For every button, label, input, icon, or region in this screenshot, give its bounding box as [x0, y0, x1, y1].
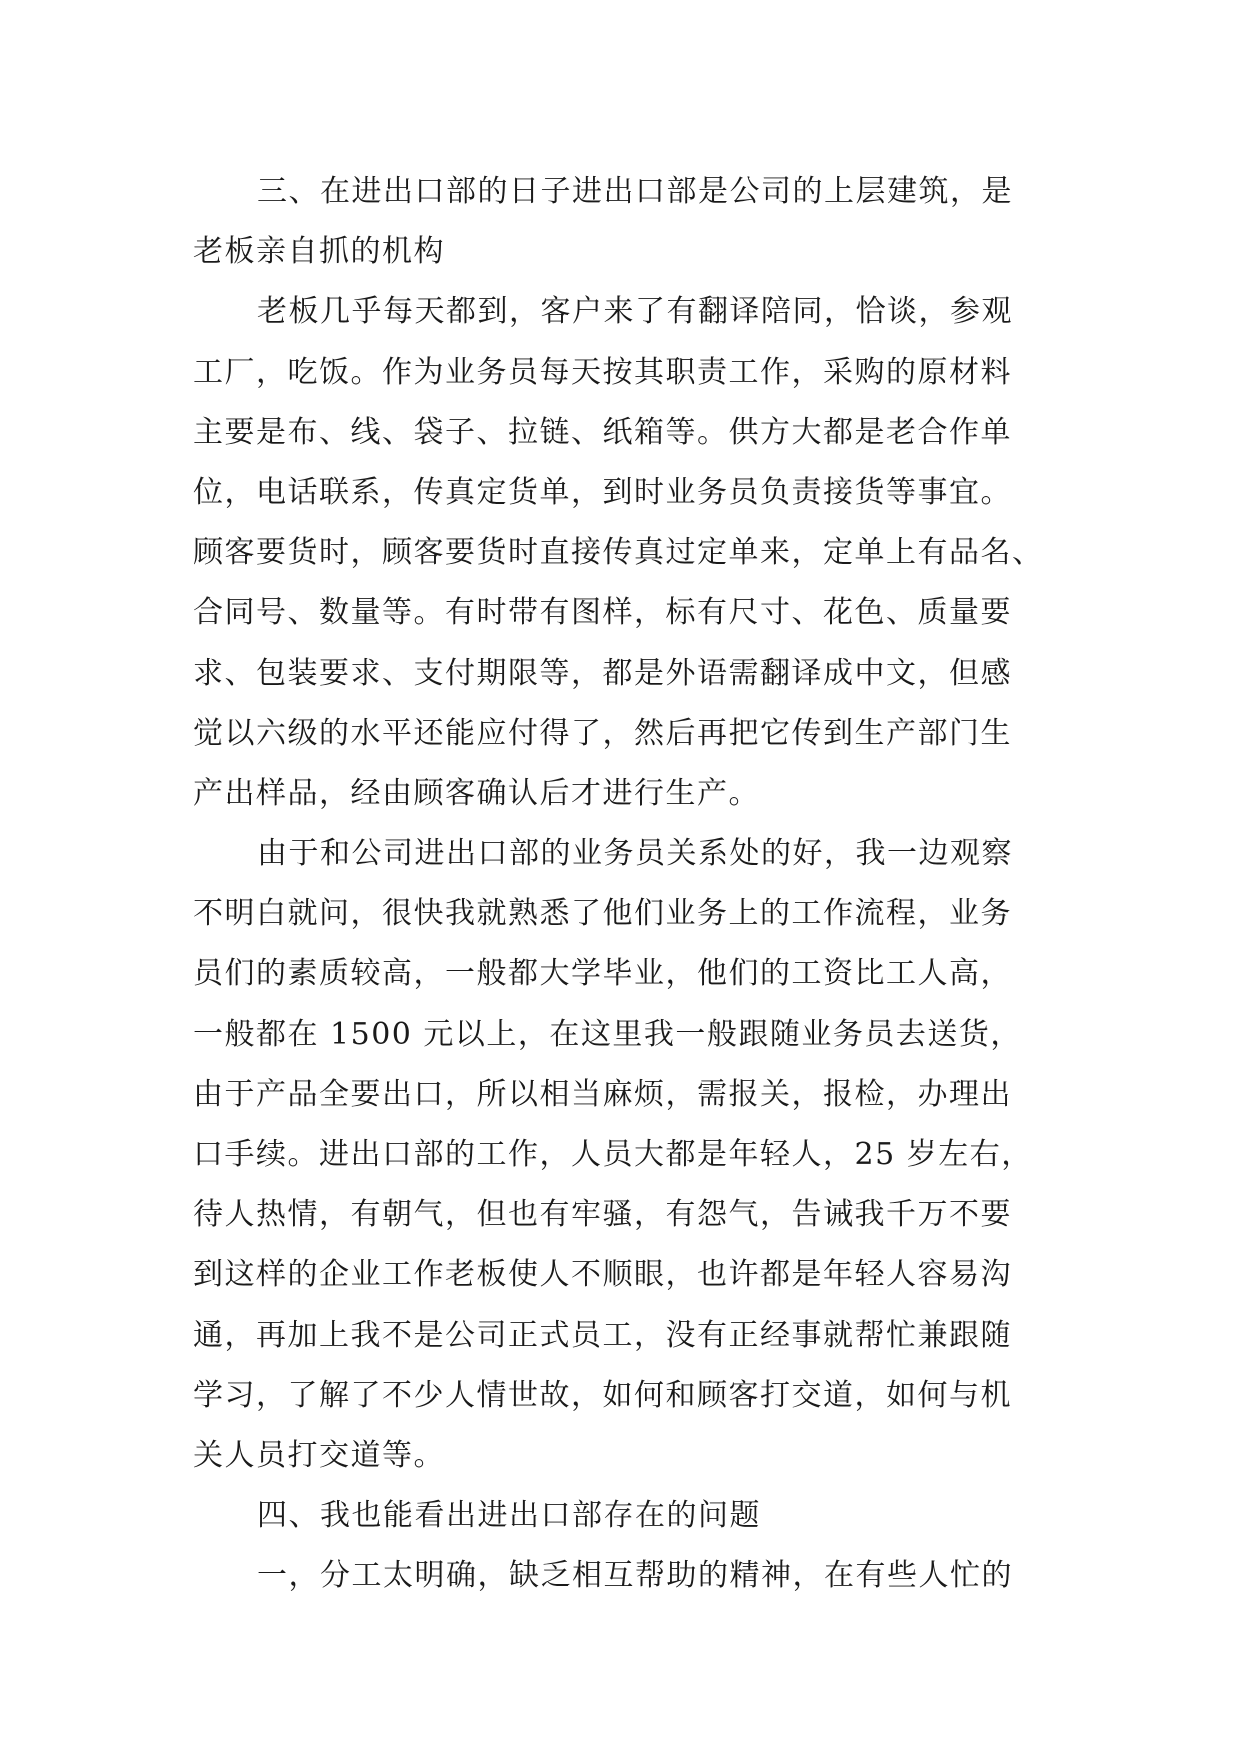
paragraph-start: 老板几乎每天都到，客户来了有翻译陪同，恰谈，参观	[257, 294, 1013, 330]
heading-section-four: 四、我也能看出进出口部存在的问题	[257, 1498, 761, 1534]
text-line: 不明白就问，很快我就熟悉了他们业务上的工作流程，业务	[193, 896, 1012, 932]
text-line: 工厂，吃饭。作为业务员每天按其职责工作，采购的原材料	[193, 354, 1012, 390]
document-body	[193, 162, 1055, 1607]
text-line: 位，电话联系，传真定货单，到时业务员负责接货等事宜。	[193, 474, 1012, 510]
paragraph-start: 一，分工太明确，缺乏相互帮助的精神，在有些人忙的	[257, 1558, 1013, 1594]
text-line: 觉以六级的水平还能应付得了，然后再把它传到生产部门生	[193, 715, 1012, 751]
text-line: 口手续。进出口部的工作，人员大都是年轻人，25 岁左右，	[193, 1137, 1033, 1172]
text-line: 学习，了解了不少人情世故，如何和顾客打交道，如何与机	[193, 1377, 1012, 1413]
text-line: 主要是布、线、袋子、拉链、纸箱等。供方大都是老合作单	[193, 414, 1012, 450]
text-line: 一般都在 1500 元以上，在这里我一般跟随业务员去送货，	[193, 1016, 1022, 1052]
text-line: 由于产品全要出口，所以相当麻烦，需报关，报检，办理出	[193, 1076, 1012, 1112]
text-line: 待人热情，有朝气，但也有牢骚，有怨气，告诫我千万不要	[193, 1197, 1012, 1233]
text-line: 合同号、数量等。有时带有图样，标有尺寸、花色、质量要	[193, 595, 1012, 631]
heading-section-three: 三、在进出口部的日子进出口部是公司的上层建筑，是	[257, 174, 1013, 209]
text-line: 员们的素质较高，一般都大学毕业，他们的工资比工人高，	[193, 956, 1012, 992]
text-line: 通，再加上我不是公司正式员工，没有正经事就帮忙兼跟随	[193, 1317, 1012, 1353]
text-line: 求、包装要求、支付期限等，都是外语需翻译成中文，但感	[193, 655, 1012, 691]
paragraph-start: 由于和公司进出口部的业务员关系处的好，我一边观察	[257, 836, 1013, 872]
text-line: 老板亲自抓的机构	[193, 234, 445, 270]
text-line: 关人员打交道等。	[193, 1437, 445, 1473]
text-line: 产出样品，经由顾客确认后才进行生产。	[193, 775, 760, 811]
text-line: 顾客要货时，顾客要货时直接传真过定单来，定单上有品名、	[193, 535, 1044, 571]
text-line: 到这样的企业工作老板使人不顺眼，也许都是年轻人容易沟	[193, 1257, 1012, 1293]
